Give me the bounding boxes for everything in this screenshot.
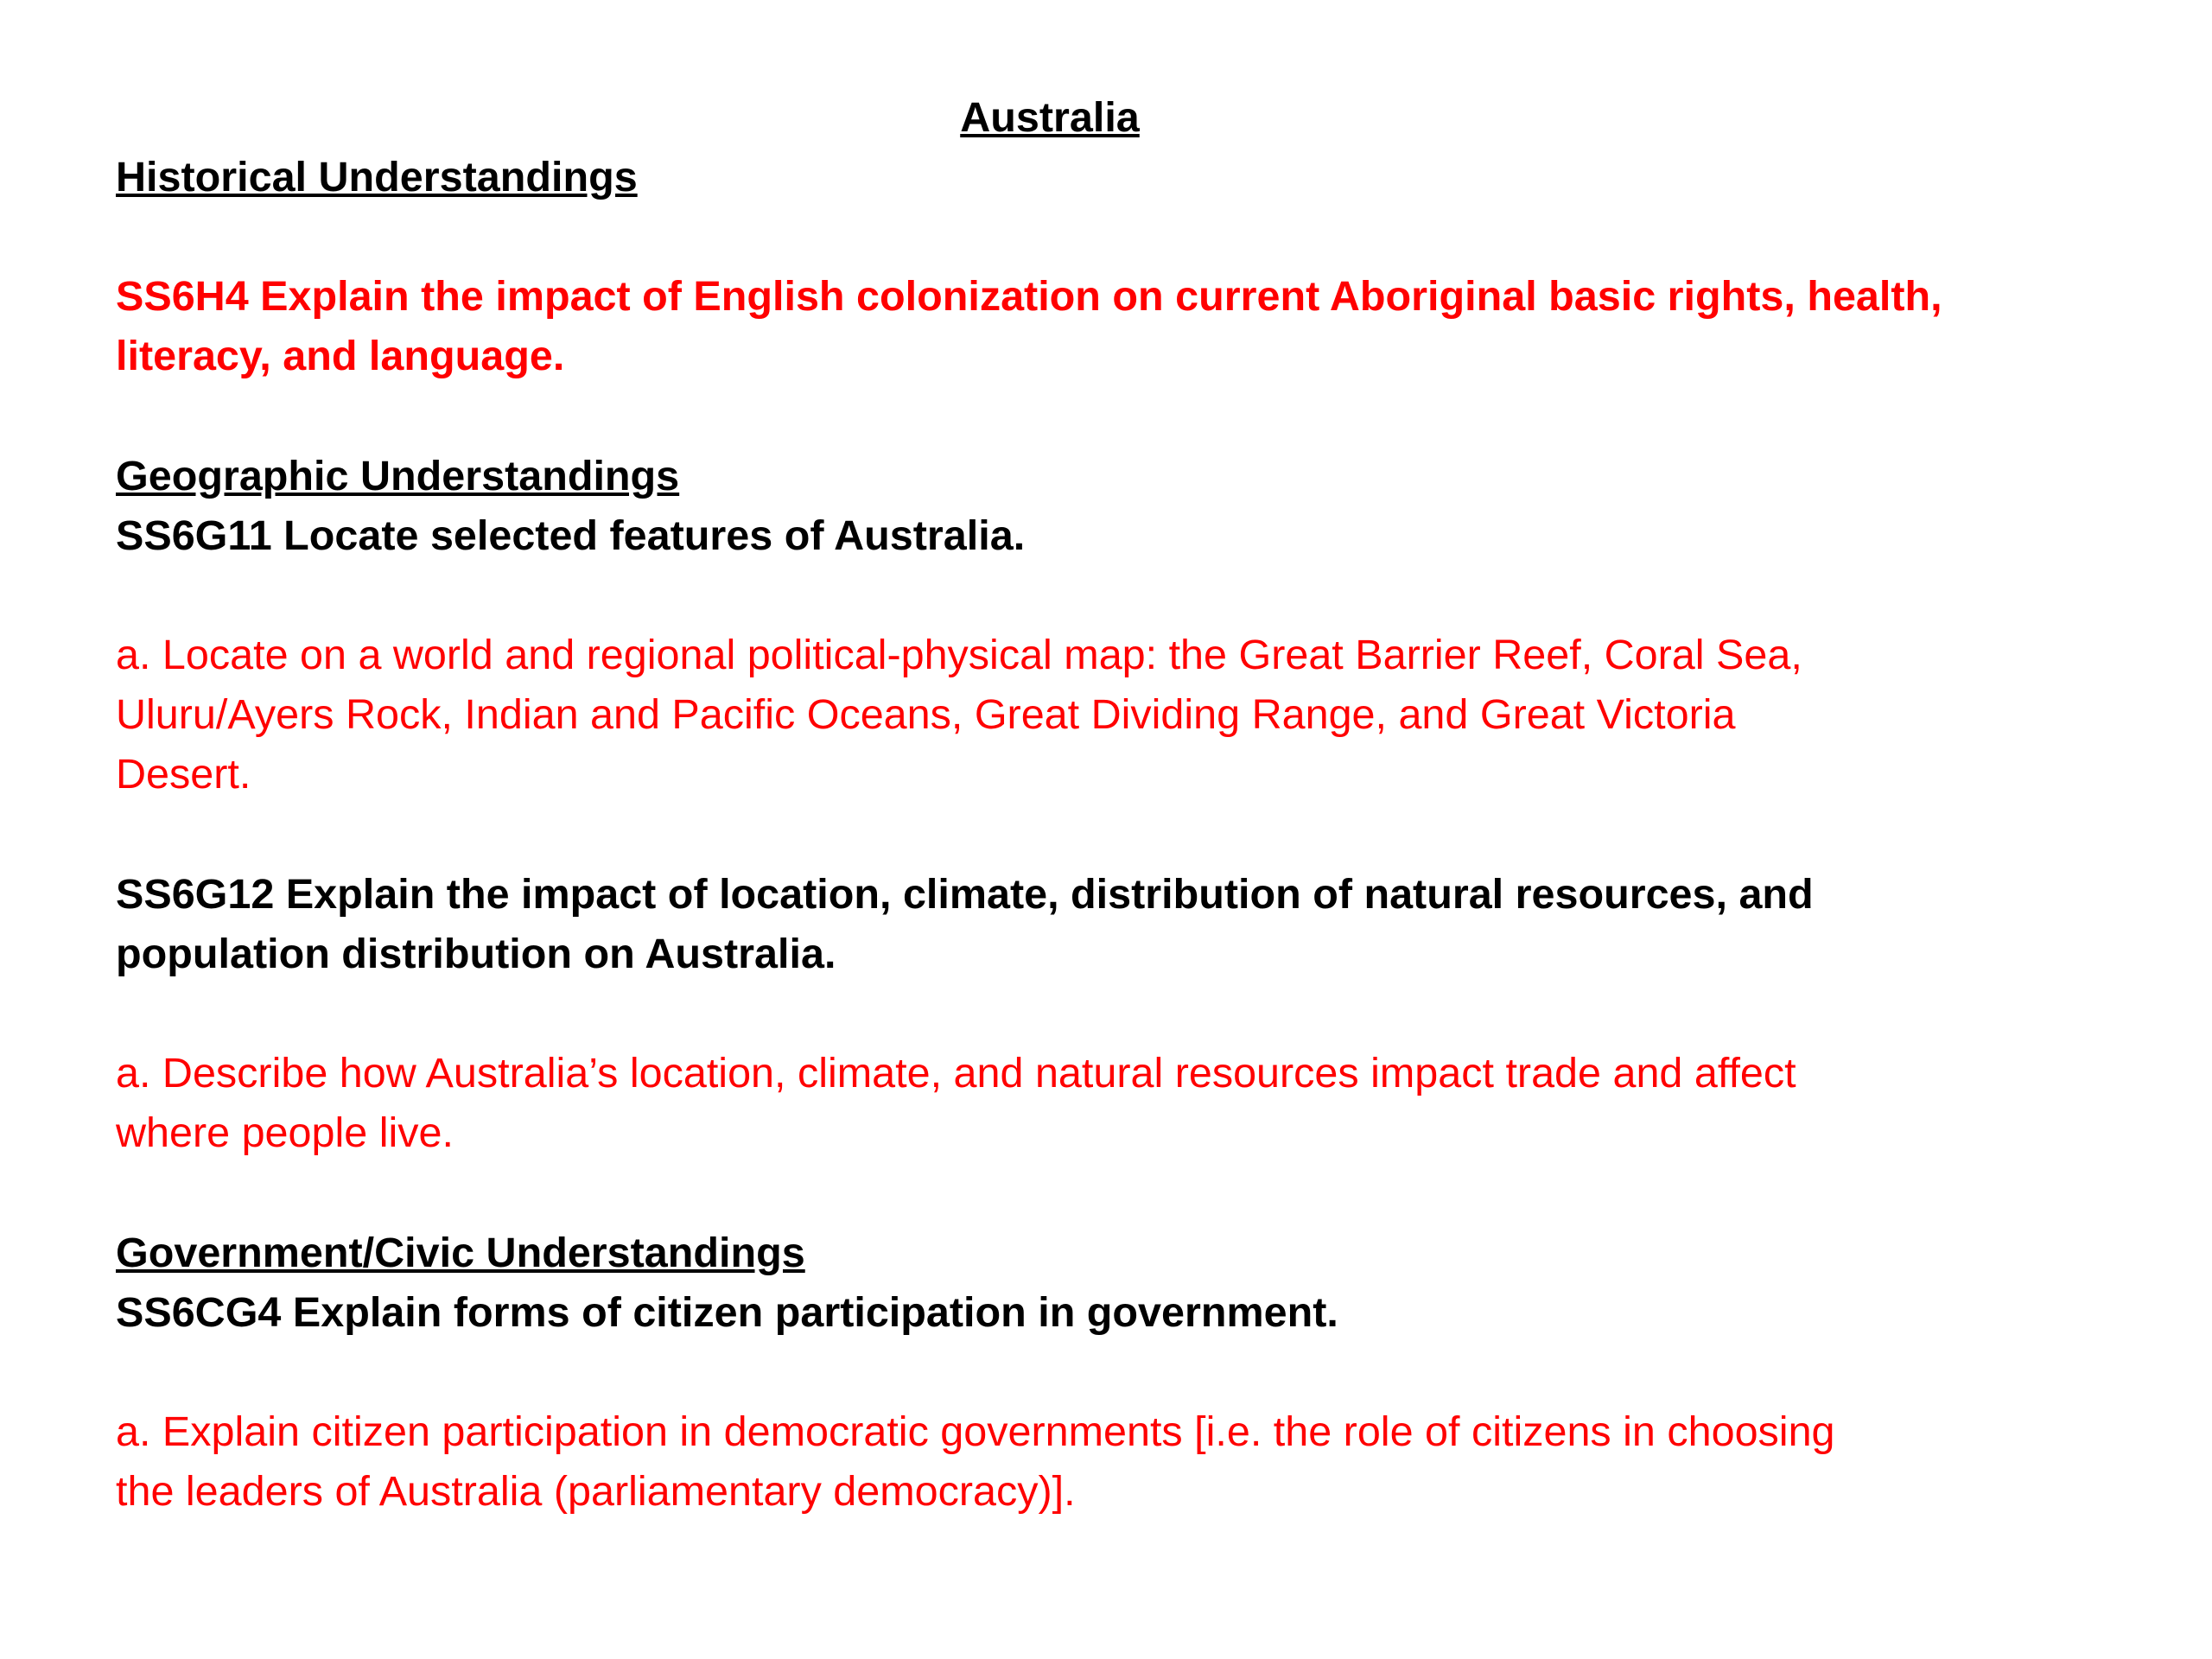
ss6cg4-standard: SS6CG4 Explain forms of citizen participation in government.: [116, 1289, 1338, 1336]
ss6g12-element-line-2: where people live.: [116, 1109, 454, 1156]
historical-heading: Historical Understandings: [116, 154, 638, 200]
civic-heading: Government/Civic Understandings: [116, 1230, 805, 1276]
ss6h4-standard-line-2: literacy, and language.: [116, 333, 565, 379]
document-title: Australia: [960, 94, 1140, 141]
ss6cg4-element-line-1: a. Explain citizen participation in democratic governments [i.e. the role of citizens in choosing: [116, 1408, 1835, 1455]
ss6g11-element-line-1: a. Locate on a world and regional political-physical map: the Great Barrier Reef, Coral Sea,: [116, 632, 1802, 678]
ss6g11-element-line-2: Uluru/Ayers Rock, Indian and Pacific Oceans, Great Dividing Range, and Great Victoria: [116, 691, 1736, 738]
ss6cg4-element-line-2: the leaders of Australia (parliamentary democracy)].: [116, 1468, 1076, 1515]
ss6g11-element-line-3: Desert.: [116, 751, 251, 798]
ss6g12-standard-line-2: population distribution on Australia.: [116, 931, 836, 977]
geographic-heading: Geographic Understandings: [116, 453, 680, 499]
ss6g12-element-line-1: a. Describe how Australia’s location, climate, and natural resources impact trade and affect: [116, 1050, 1796, 1096]
ss6h4-standard-line-1: SS6H4 Explain the impact of English colonization on current Aboriginal basic rights, health,: [116, 273, 1942, 320]
ss6g12-standard-line-1: SS6G12 Explain the impact of location, climate, distribution of natural resources, and: [116, 871, 1814, 918]
ss6g11-standard: SS6G11 Locate selected features of Australia.: [116, 512, 1026, 559]
